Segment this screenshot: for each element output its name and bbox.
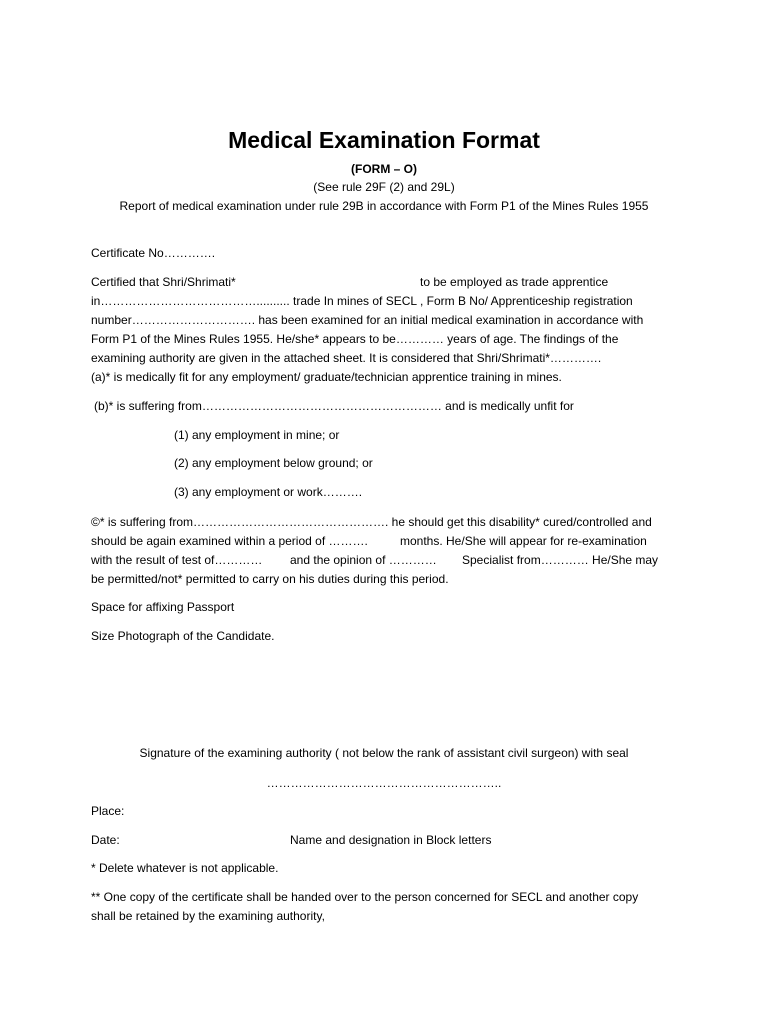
clause-b-item-1: (1) any employment in mine; or xyxy=(174,428,340,442)
form-label: (FORM – O) xyxy=(351,162,417,176)
certified-line-1a: Certified that Shri/Shrimati* xyxy=(91,275,236,289)
clause-b-heading: (b)* is suffering from…………………………………………………… and is medically unfit for xyxy=(94,399,574,413)
clause-c-line-3b: and the opinion of ………… xyxy=(290,553,437,567)
clause-c-line-2a: should be again examined within a period of ………. xyxy=(91,534,368,548)
certified-line-3: number…………………………. has been examined for an initial medical examination in accordance with xyxy=(91,313,644,327)
certified-line-1b: to be employed as trade apprentice xyxy=(420,275,609,289)
certified-line-4: Form P1 of the Mines Rules 1955. He/she* appears to be………… years of age. The findings of the xyxy=(91,332,619,346)
clause-c-line-2b: months. He/She will appear for re-examination xyxy=(400,534,647,548)
clause-c-line-3c: Specialist from………… He/She may xyxy=(462,553,659,567)
certificate-number: Certificate No…………. xyxy=(91,246,216,260)
rule-reference: (See rule 29F (2) and 29L) xyxy=(313,180,455,194)
name-designation-label: Name and designation in Block letters xyxy=(290,833,492,847)
signature-line: ………………………………………………….. xyxy=(266,776,502,790)
clause-c-line-1: ©* is suffering from…………………………………………. he should get this disability* cured/controlled and xyxy=(91,515,652,529)
signature-label: Signature of the examining authority ( not below the rank of assistant civil surgeon) with seal xyxy=(139,746,629,760)
clause-c-line-4: be permitted/not* permitted to carry on his duties during this period. xyxy=(91,572,449,586)
copy-note-line-1: ** One copy of the certificate shall be handed over to the person concerned for SECL and another copy xyxy=(91,890,639,904)
place-label: Place: xyxy=(91,804,125,818)
clause-c-line-3a: with the result of test of………… xyxy=(91,553,263,567)
clause-b-item-2: (2) any employment below ground; or xyxy=(174,456,373,470)
photo-size-label: Size Photograph of the Candidate. xyxy=(91,629,275,643)
report-description: Report of medical examination under rule 29B in accordance with Form P1 of the Mines Rules 1955 xyxy=(119,199,649,213)
clause-b-item-3: (3) any employment or work………. xyxy=(174,485,363,499)
photo-space-label: Space for affixing Passport xyxy=(91,600,235,614)
page-title: Medical Examination Format xyxy=(228,127,540,153)
clause-a: (a)* is medically fit for any employment/ graduate/technician apprentice training in mines. xyxy=(91,370,562,384)
certified-line-5: examining authority are given in the attached sheet. It is considered that Shri/Shrimati*…………. xyxy=(91,351,602,365)
delete-note: * Delete whatever is not applicable. xyxy=(91,861,279,875)
copy-note-line-2: shall be retained by the examining authority, xyxy=(91,909,325,923)
date-label: Date: xyxy=(91,833,120,847)
certified-line-2: in………………………………….......... trade In mines of SECL , Form B No/ Apprenticeship registration xyxy=(91,294,633,308)
